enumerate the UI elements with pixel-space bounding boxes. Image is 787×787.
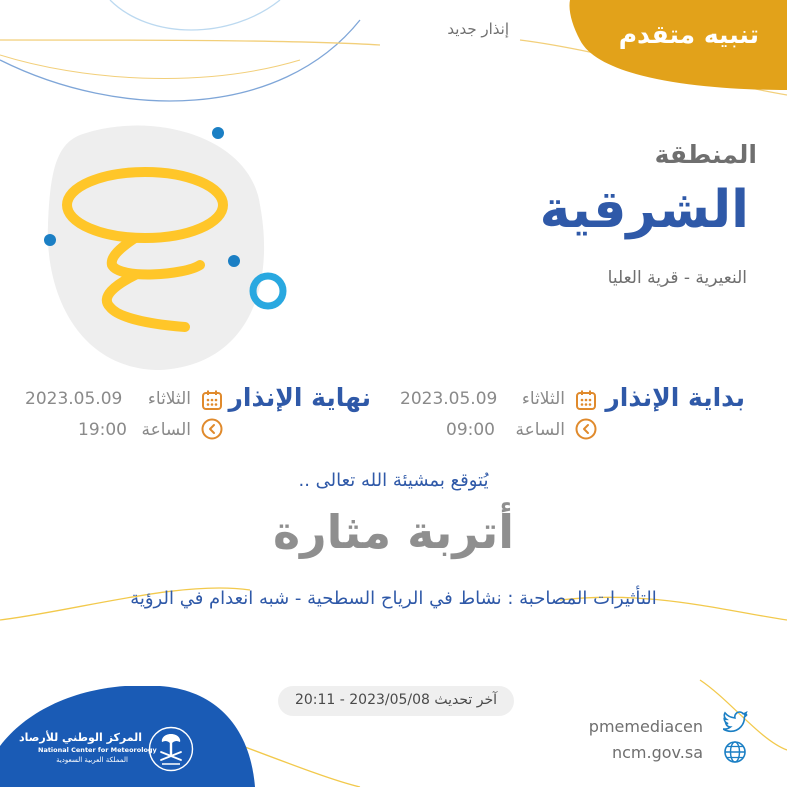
warning-end-time: 19:00 <box>78 420 127 440</box>
last-update-pill <box>278 686 514 716</box>
warning-start-time: 09:00 <box>446 420 495 440</box>
calendar-icon <box>201 389 223 411</box>
warning-end-date: 2023.05.09 <box>25 389 123 409</box>
warning-start-time-label: الساعة <box>515 420 565 440</box>
org-name-arabic: المركز الوطني للأرصاد <box>18 731 142 744</box>
dust-tornado-icon <box>40 115 300 375</box>
twitter-handle[interactable]: pmemediacen <box>588 717 703 736</box>
warning-end-title: نهاية الإنذار <box>228 383 371 412</box>
warning-end-time-label: الساعة <box>141 420 191 440</box>
calendar-icon <box>575 389 597 411</box>
org-name-english: National Center for Meteorology <box>38 746 157 754</box>
org-country: المملكة العربية السعودية <box>56 756 128 764</box>
weather-phenomenon: أتربة مثارة <box>272 505 514 559</box>
clock-icon <box>201 418 223 440</box>
clock-icon <box>575 418 597 440</box>
region-label: المنطقة <box>654 140 757 169</box>
affected-areas: النعيرية - قرية العليا <box>607 268 747 288</box>
globe-icon[interactable] <box>723 740 747 764</box>
website-link[interactable]: ncm.gov.sa <box>611 743 703 762</box>
warning-start-day: الثلاثاء <box>521 389 565 409</box>
warning-start-title: بداية الإنذار <box>605 383 745 412</box>
advanced-alert-badge: تنبيه متقدم <box>618 20 759 49</box>
region-name: الشرقية <box>539 180 749 240</box>
last-update-text: آخر تحديث 2023/05/08 - 20:11 <box>294 692 498 708</box>
new-warning-label: إنذار جديد <box>447 20 509 38</box>
associated-effects: التأثيرات المصاحبة : نشاط في الرياح السطحية - شبه انعدام في الرؤية <box>130 588 657 609</box>
warning-end-day: الثلاثاء <box>147 389 191 409</box>
warning-start-date: 2023.05.09 <box>400 389 498 409</box>
twitter-icon[interactable] <box>723 711 749 733</box>
forecast-intro: يُتوقع بمشيئة الله تعالى .. <box>298 470 489 491</box>
